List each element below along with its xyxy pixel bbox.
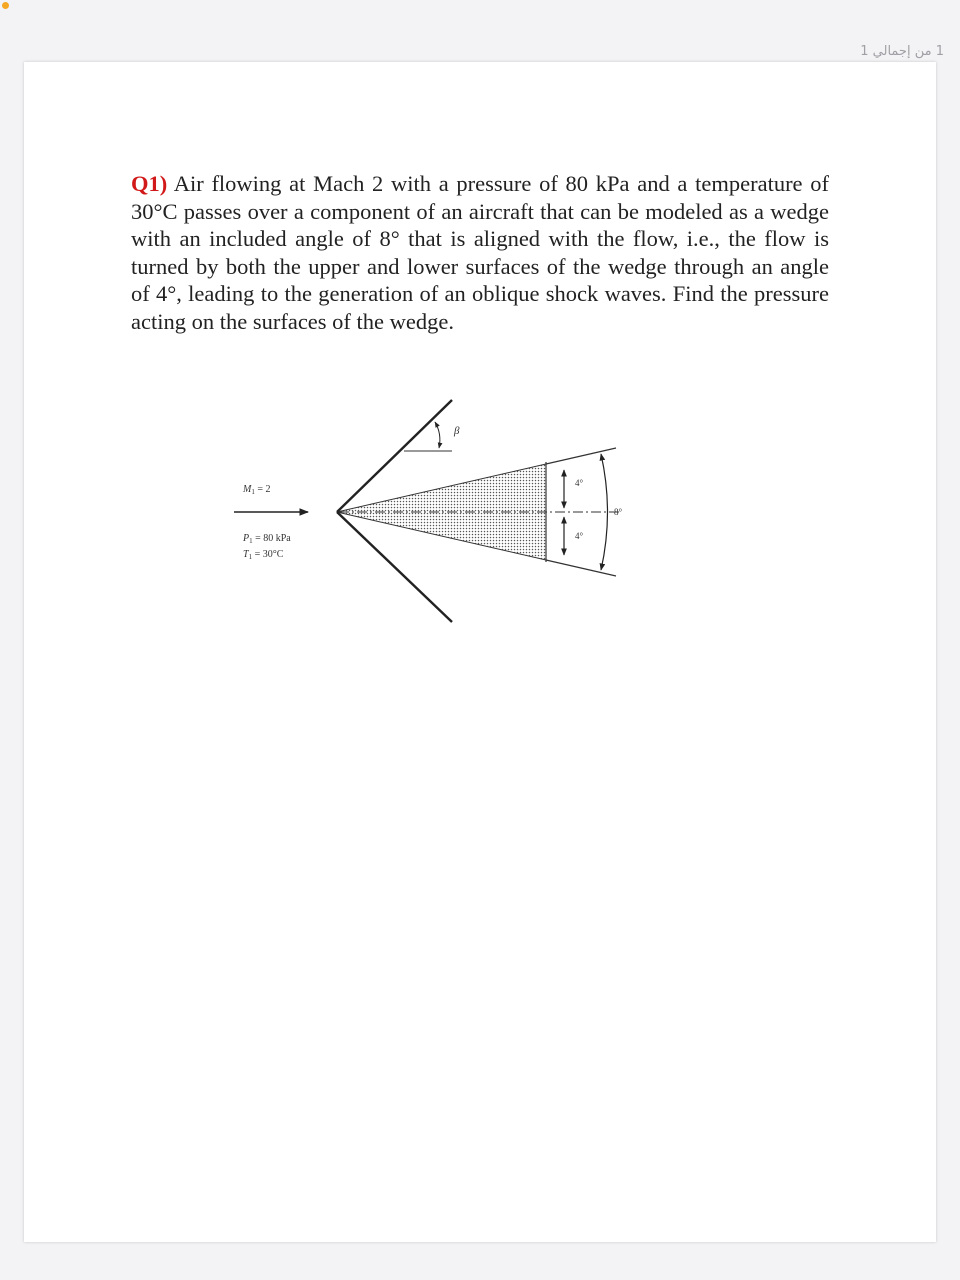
mach-number-label [242, 484, 270, 496]
temperature-symbol: T [243, 549, 249, 560]
pressure-subscript: 1 [249, 537, 253, 545]
status-indicator-dot [2, 2, 9, 9]
mach-subscript: 1 [251, 488, 255, 496]
document-page [24, 62, 936, 1242]
temperature-subscript: 1 [248, 553, 253, 561]
pressure-symbol: P [243, 533, 250, 544]
total-angle-label: 8° [614, 507, 623, 517]
upper-extension-line [546, 448, 616, 464]
temperature-label [243, 549, 284, 561]
lower-extension-line [546, 560, 616, 576]
pressure-label [242, 533, 291, 545]
question-text: Air flowing at Mach 2 with a pressure of 80 kPa and a temperature of 30°C passes over a component of an aircraft that can be modeled as a wedge with an included angle of 8° that is aligned with the flow, i.e., the flow is turned by both the upper and lower surfaces of the wedge through an angle of 4°, leading to the generation of an oblique shock waves. Find the pressure acting on the surfaces of the wedge. [131, 171, 830, 334]
page-counter: 1 من إجمالي 1 [860, 44, 944, 59]
upper-angle-label: 4° [575, 478, 584, 488]
beta-label: β [454, 425, 460, 437]
wedge-shock-diagram [24, 62, 936, 1242]
lower-angle-label: 4° [575, 531, 584, 541]
pressure-value: = 80 kPa [252, 533, 291, 544]
mach-value: = 2 [254, 484, 271, 495]
mach-symbol: M [243, 484, 252, 495]
temperature-value: = 30°C [252, 549, 284, 560]
question-label: Q1) [131, 171, 168, 196]
beta-angle-arrow [435, 422, 440, 448]
